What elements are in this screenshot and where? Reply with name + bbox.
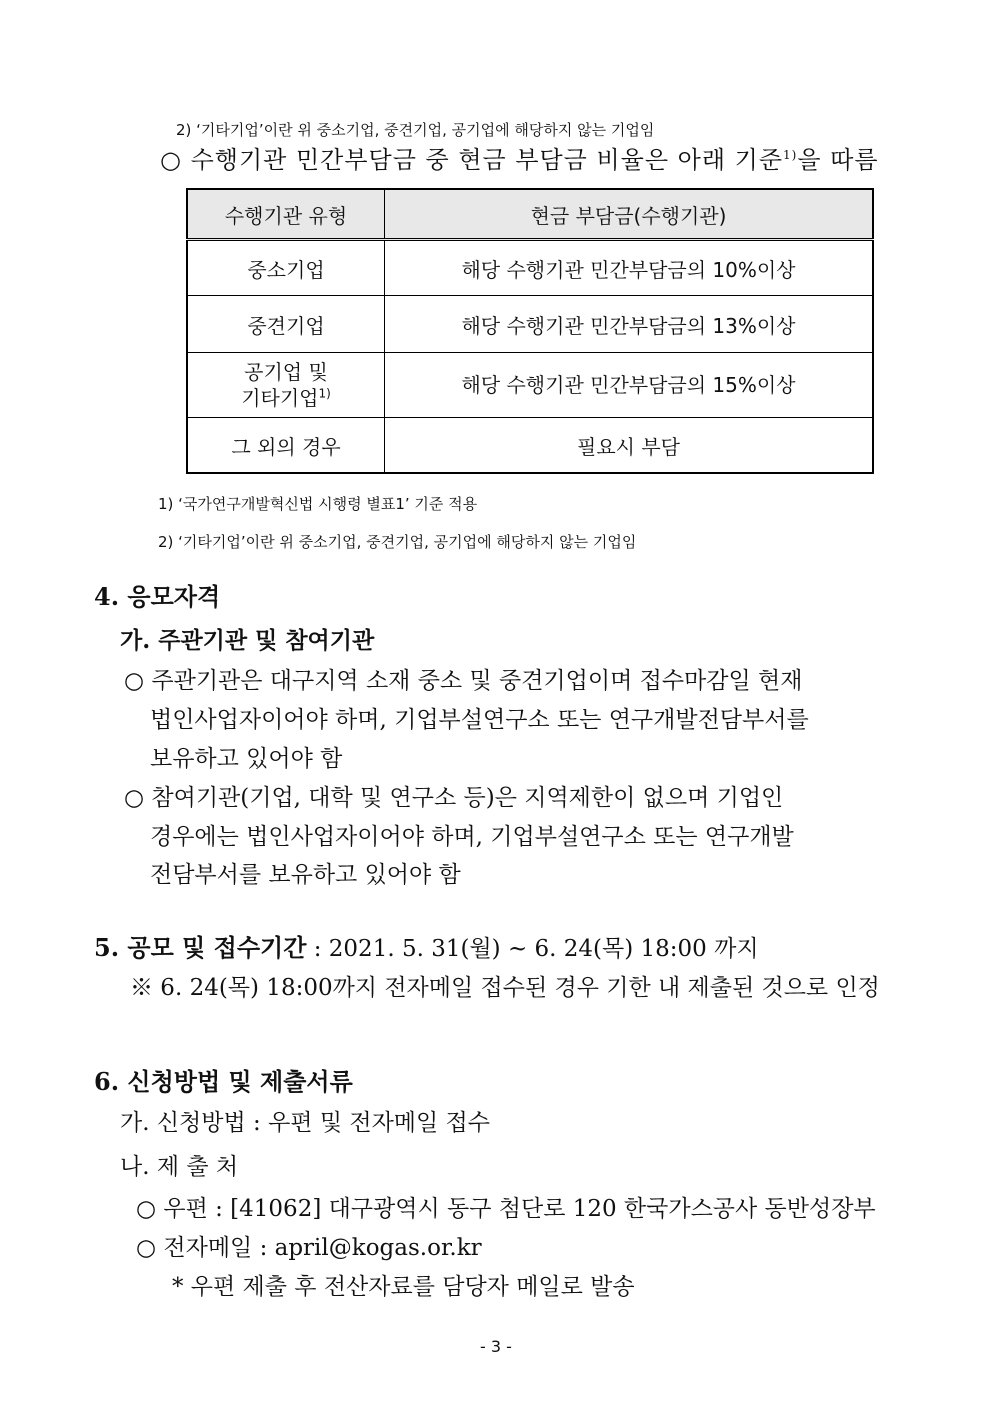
org-type-cell: 중견기업 [187,296,385,353]
application-method: 가. 신청방법 : 우편 및 전자메일 접수 [120,1110,490,1136]
table-row [187,240,873,296]
org-type-line1: 공기업 및 [244,360,328,384]
footnote-ref: 1) [318,386,331,401]
email-address: ○ 전자메일 : april@kogas.or.kr [136,1235,482,1261]
org-type-cell: 그 외의 경우 [187,418,385,474]
table-row [187,296,873,353]
postal-address: ○ 우편 : [41062] 대구광역시 동구 첨단로 120 한국가스공사 동반성장부 [136,1196,876,1222]
header-org-type: 수행기관 유형 [187,189,385,240]
page-number: - 3 - [480,1337,512,1356]
table-footnote-1: 1) ‘국가연구개발혁신법 시행령 별표1’ 기준 적용 [158,495,478,513]
cash-ratio-statement [160,140,879,175]
eligibility-partner-line2: 경우에는 법인사업자이어야 하며, 기업부설연구소 또는 연구개발 [150,824,794,850]
section-4-subtitle: 가. 주관기관 및 참여기관 [120,627,375,654]
table-row [187,418,873,474]
mail-note: * 우편 제출 후 전산자료를 담당자 메일로 발송 [172,1274,635,1300]
cash-share-cell: 해당 수행기관 민간부담금의 13%이상 [385,296,874,353]
footnote-ref: 1) [783,148,798,162]
application-period: : 2021. 5. 31(월) ~ 6. 24(목) 18:00 까지 [306,936,759,962]
table-header-row [187,189,873,240]
eligibility-lead-line2: 법인사업자이어야 하며, 기업부설연구소 또는 연구개발전담부서를 [150,707,809,733]
cash-ratio-tail: 을 따름 [797,146,879,174]
section-4-title: 4. 응모자격 [94,582,221,611]
cash-share-cell: 필요시 부담 [385,418,874,474]
section-5-line [94,928,759,963]
cash-ratio-text: 수행기관 민간부담금 중 현금 부담금 비율은 아래 기준 [190,146,784,174]
eligibility-lead-line3: 보유하고 있어야 함 [150,746,343,772]
top-footnote: 2) ‘기타기업’이란 위 중소기업, 중견기업, 공기업에 해당하지 않는 기업임 [176,121,655,139]
table-row [187,353,873,418]
table-footnote-2: 2) ‘기타기업’이란 위 중소기업, 중견기업, 공기업에 해당하지 않는 기업임 [158,533,637,551]
cash-share-cell: 해당 수행기관 민간부담금의 15%이상 [385,353,874,418]
eligibility-lead-line1: ○ 주관기관은 대구지역 소재 중소 및 중견기업이며 접수마감일 현재 [124,668,803,694]
eligibility-partner-line3: 전담부서를 보유하고 있어야 함 [150,862,461,888]
org-type-cell: 중소기업 [187,240,385,296]
cash-contribution-table [186,188,874,474]
deadline-note: ※ 6. 24(목) 18:00까지 전자메일 접수된 경우 기한 내 제출된 것으로 인정 [130,975,880,1001]
cash-share-cell: 해당 수행기관 민간부담금의 10%이상 [385,240,874,296]
header-cash-share: 현금 부담금(수행기관) [385,189,874,240]
org-type-line2: 기타기업 [241,386,319,410]
bullet-circle: ○ [160,146,182,174]
eligibility-partner-line1: ○ 참여기관(기업, 대학 및 연구소 등)은 지역제한이 없으며 기업인 [124,785,784,811]
section-5-title: 5. 공모 및 접수기간 [94,933,307,962]
submission-destination: 나. 제 출 처 [120,1154,239,1180]
section-6-title: 6. 신청방법 및 제출서류 [94,1067,353,1096]
org-type-cell [187,353,385,418]
